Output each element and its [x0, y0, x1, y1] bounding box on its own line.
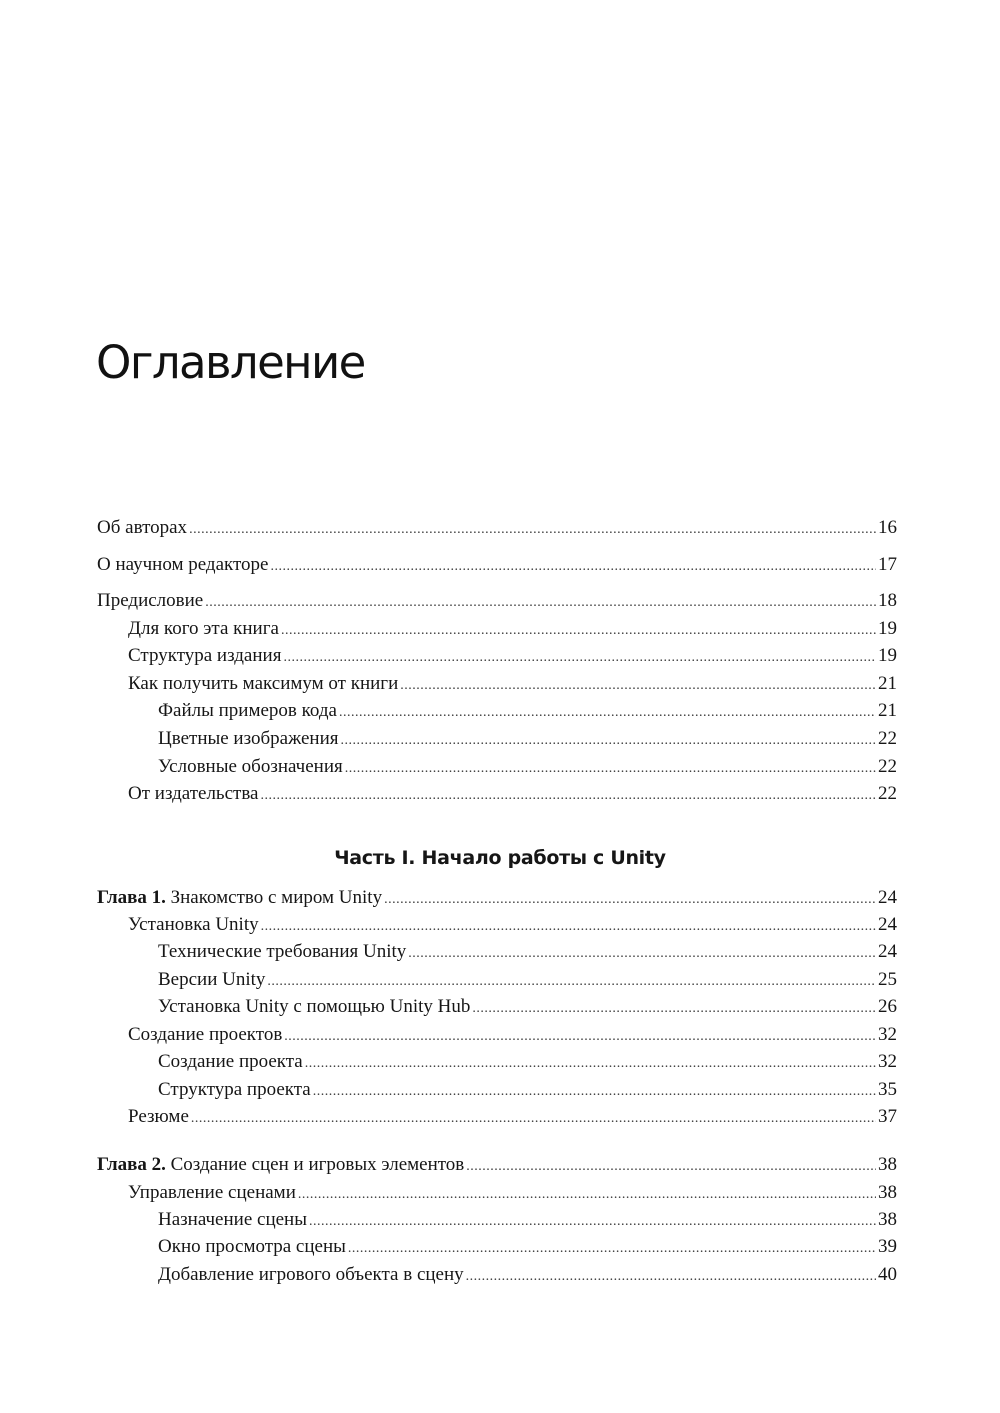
toc-entry[interactable] — [0, 1263, 897, 1287]
toc-entry[interactable] — [0, 782, 897, 806]
toc-entry[interactable] — [0, 1208, 897, 1232]
toc-entry-label: Технические требования Unity — [158, 941, 407, 962]
toc-chapter-entry[interactable] — [0, 886, 897, 910]
toc-entry-page: 24 — [878, 941, 897, 962]
toc-chapter-label — [97, 1153, 464, 1177]
toc-entry-label: Назначение сцены — [158, 1209, 307, 1230]
toc-entry[interactable] — [0, 672, 897, 696]
toc-entry-page: 38 — [878, 1154, 897, 1175]
toc-leader-dots — [340, 729, 876, 753]
toc-leader-dots — [345, 757, 876, 781]
toc-entry[interactable] — [0, 727, 897, 751]
toc-entry[interactable] — [0, 1105, 897, 1129]
toc-entry-label: Предисловие — [97, 590, 204, 611]
toc-leader-dots — [271, 555, 877, 579]
toc-entry[interactable] — [0, 913, 897, 937]
toc-leader-dots — [309, 1210, 876, 1234]
toc-entry-label: Структура издания — [128, 645, 282, 666]
toc-entry[interactable] — [0, 553, 897, 577]
toc-leader-dots — [189, 518, 876, 542]
toc-entry-page: 26 — [878, 996, 897, 1017]
toc-entry-label: Установка Unity — [128, 914, 259, 935]
toc-entry-page: 32 — [878, 1051, 897, 1072]
toc-entry[interactable] — [0, 1023, 897, 1047]
part-heading: Часть I. Начало работы с Unity — [334, 847, 666, 869]
chapter-title: Создание сцен и игровых элементов — [165, 1154, 465, 1175]
chapter-title: Знакомство с миром Unity — [165, 887, 383, 908]
toc-entry-page: 25 — [878, 969, 897, 990]
toc-leader-dots — [281, 619, 876, 643]
toc-entry-page: 38 — [878, 1182, 897, 1203]
toc-entry[interactable] — [0, 1181, 897, 1205]
toc-entry-label: Версии Unity — [158, 969, 266, 990]
toc-entry[interactable] — [0, 755, 897, 779]
toc-entry[interactable] — [0, 617, 897, 641]
page-title: Оглавление — [96, 336, 365, 389]
toc-entry-label: Создание проектов — [128, 1024, 283, 1045]
toc-entry-page: 16 — [878, 517, 897, 538]
chapter-prefix: Глава 1. — [97, 887, 166, 908]
toc-entry-label: Файлы примеров кода — [158, 700, 337, 721]
toc-entry-page: 39 — [878, 1236, 897, 1257]
toc-entry-page: 22 — [878, 728, 897, 749]
toc-entry[interactable] — [0, 1235, 897, 1259]
toc-entry-label: Структура проекта — [158, 1079, 311, 1100]
toc-entry-page: 35 — [878, 1079, 897, 1100]
toc-leader-dots — [466, 1265, 876, 1289]
toc-entry-page: 18 — [878, 590, 897, 611]
toc-chapter-label — [97, 886, 382, 910]
toc-leader-dots — [472, 997, 876, 1021]
toc-entry-label: Условные обозначения — [158, 756, 343, 777]
toc-entry-page: 37 — [878, 1106, 897, 1127]
toc-entry-page: 24 — [878, 914, 897, 935]
toc-leader-dots — [261, 784, 877, 808]
toc-entry-label: Установка Unity с помощью Unity Hub — [158, 996, 471, 1017]
toc-leader-dots — [205, 591, 876, 615]
toc-entry-label: Об авторах — [97, 517, 188, 538]
toc-entry-label: О научном редакторе — [97, 554, 269, 575]
toc-entry-page: 19 — [878, 618, 897, 639]
toc-leader-dots — [305, 1052, 876, 1076]
toc-entry-label: Для кого эта книга — [128, 618, 279, 639]
toc-leader-dots — [284, 1025, 876, 1049]
toc-entry-label: Резюме — [128, 1106, 189, 1127]
toc-leader-dots — [267, 970, 876, 994]
toc-entry[interactable] — [0, 589, 897, 613]
toc-entry-label: Окно просмотра сцены — [158, 1236, 346, 1257]
toc-entry-label: Создание проекта — [158, 1051, 303, 1072]
toc-entry-page: 21 — [878, 700, 897, 721]
toc-entry-label: Цветные изображения — [158, 728, 339, 749]
toc-entry-label: Добавление игрового объекта в сцену — [158, 1264, 464, 1285]
toc-entry-page: 38 — [878, 1209, 897, 1230]
toc-entry-page: 22 — [878, 783, 897, 804]
toc-chapter-entry[interactable] — [0, 1153, 897, 1177]
toc-entry-page: 17 — [878, 554, 897, 575]
toc-entry[interactable] — [0, 1078, 897, 1102]
toc-entry[interactable] — [0, 995, 897, 1019]
toc-entry[interactable] — [0, 1050, 897, 1074]
toc-leader-dots — [313, 1080, 876, 1104]
toc-entry-label: Как получить максимум от книги — [128, 673, 399, 694]
toc-entry-page: 22 — [878, 756, 897, 777]
toc-entry-label: От издательства — [128, 783, 259, 804]
toc-entry-page: 40 — [878, 1264, 897, 1285]
toc-entry-page: 21 — [878, 673, 897, 694]
toc-entry-page: 19 — [878, 645, 897, 666]
toc-entry[interactable] — [0, 968, 897, 992]
toc-entry[interactable] — [0, 699, 897, 723]
toc-leader-dots — [283, 646, 876, 670]
chapter-prefix: Глава 2. — [97, 1154, 166, 1175]
toc-leader-dots — [339, 701, 876, 725]
toc-entry[interactable] — [0, 516, 897, 540]
toc-leader-dots — [298, 1183, 876, 1207]
toc-entry[interactable] — [0, 940, 897, 964]
toc-leader-dots — [466, 1155, 876, 1179]
toc-leader-dots — [261, 915, 876, 939]
toc-entry-page: 32 — [878, 1024, 897, 1045]
toc-entry-label: Управление сценами — [128, 1182, 296, 1203]
toc-leader-dots — [348, 1237, 876, 1261]
toc-leader-dots — [408, 942, 876, 966]
toc-leader-dots — [384, 888, 876, 912]
toc-leader-dots — [191, 1107, 876, 1131]
toc-entry-page: 24 — [878, 887, 897, 908]
toc-entry[interactable] — [0, 644, 897, 668]
toc-leader-dots — [400, 674, 876, 698]
